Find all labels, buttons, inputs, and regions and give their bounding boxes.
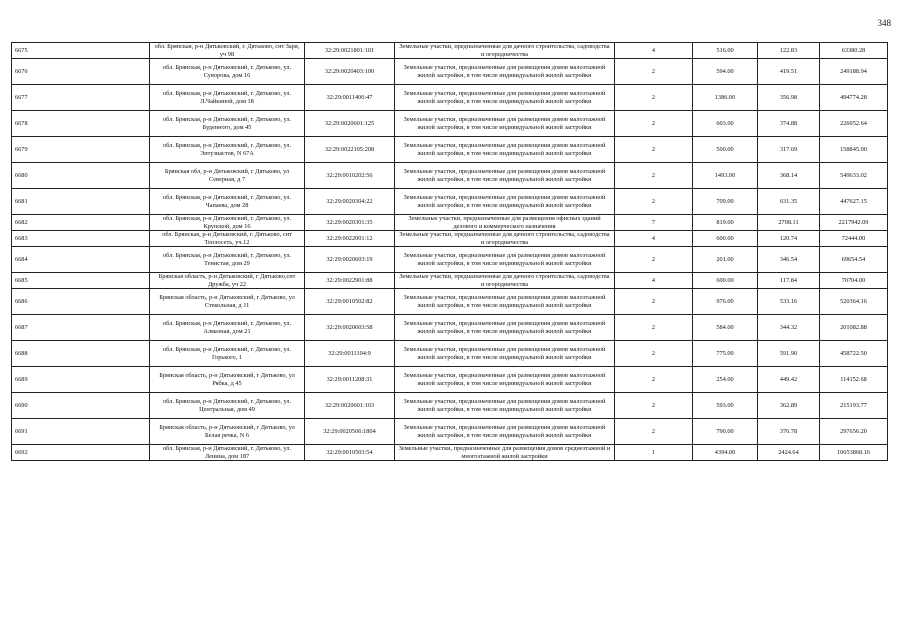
land-use-cell: Земельные участки, предназначенные для размещения домов малоэтажной жилой застройки, в том числе индивидуальной жилой застройки [395, 289, 615, 315]
specific-value-cell: 120.74 [758, 231, 820, 247]
cadastral-number-cell: 32:29:0020304:22 [305, 189, 395, 215]
land-use-cell: Земельные участки, предназначенные для дачного строительства, садоводства и огородничества [395, 231, 615, 247]
group-cell: 2 [615, 393, 693, 419]
group-cell: 2 [615, 419, 693, 445]
cadastral-number-cell: 32:29:0022001:12 [305, 231, 395, 247]
cadastral-value-table [11, 42, 888, 461]
cadastral-value-cell: 72444.00 [820, 231, 888, 247]
cadastral-value-cell: 297656.20 [820, 419, 888, 445]
address-cell: Брянская область, р-н Дятьковский, г Дятьково,снт Дружба, уч 22 [150, 273, 305, 289]
address-cell: Брянская область, р-н Дятьковский, г Дятьково, ул Стекольная, д 11 [150, 289, 305, 315]
specific-value-cell: 368.14 [758, 163, 820, 189]
group-cell: 4 [615, 43, 693, 59]
group-cell: 2 [615, 59, 693, 85]
table-row [12, 111, 888, 137]
group-cell: 2 [615, 189, 693, 215]
cadastral-number-cell: 32:29:0010503:54 [305, 445, 395, 461]
table-row [12, 231, 888, 247]
specific-value-cell: 356.98 [758, 85, 820, 111]
land-use-cell: Земельные участки, предназначенные для размещения домов малоэтажной жилой застройки, в том числе индивидуальной жилой застройки [395, 85, 615, 111]
group-cell: 2 [615, 247, 693, 273]
group-cell: 2 [615, 85, 693, 111]
specific-value-cell: 533.16 [758, 289, 820, 315]
specific-value-cell: 2708.11 [758, 215, 820, 231]
cadastral-number-cell: 32:29:0011104:9 [305, 341, 395, 367]
land-use-cell: Земельные участки, предназначенные для размещения домов малоэтажной жилой застройки, в том числе индивидуальной жилой застройки [395, 189, 615, 215]
land-use-cell: Земельные участки, предназначенные для дачного строительства, садоводства и огородничества [395, 43, 615, 59]
specific-value-cell: 317.69 [758, 137, 820, 163]
cadastral-value-cell: 249188.94 [820, 59, 888, 85]
cadastral-number-cell: 32:29:0021801:101 [305, 43, 395, 59]
area-cell: 600.00 [693, 273, 758, 289]
specific-value-cell: 631.35 [758, 189, 820, 215]
address-cell: Брянская область, р-н Дятьковский, г Дятьково, ул Рябка, д 45 [150, 367, 305, 393]
table-row [12, 215, 888, 231]
cadastral-number-cell: 32:29:0011208:31 [305, 367, 395, 393]
row-number-cell: 6688 [12, 341, 150, 367]
address-cell: обл. Брянская, р-н Дятьковский, г. Дятьково, ул. Буденного, дом 45 [150, 111, 305, 137]
address-cell: обл. Брянская, р-н Дятьковский, г. Дятьково, ул. Центральная, дом 49 [150, 393, 305, 419]
cadastral-value-cell: 458722.50 [820, 341, 888, 367]
page-number: 348 [877, 18, 891, 28]
area-cell: 709.00 [693, 189, 758, 215]
cadastral-value-cell: 549633.02 [820, 163, 888, 189]
address-cell: обл. Брянская, р-н Дятьковский, г. Дятьково, снт Теплосеть, уч.12 [150, 231, 305, 247]
area-cell: 1386.00 [693, 85, 758, 111]
cadastral-value-cell: 215193.77 [820, 393, 888, 419]
address-cell: обл. Брянская, р-н Дятьковский, г. Дятьково, ул. Алмазная, дом 21 [150, 315, 305, 341]
address-cell: обл. Брянская, р-н Дятьковский, г. Дятьково, ул. Л.Чайкиной, дом 18 [150, 85, 305, 111]
area-cell: 593.00 [693, 393, 758, 419]
group-cell: 2 [615, 341, 693, 367]
specific-value-cell: 362.89 [758, 393, 820, 419]
specific-value-cell: 376.78 [758, 419, 820, 445]
address-cell: обл. Брянская, р-н Дятьковский, г. Дятьково, ул. Ленина, дом 187 [150, 445, 305, 461]
cadastral-value-cell: 158845.00 [820, 137, 888, 163]
address-cell: Брянская область, р-н Дятьковский, г Дятьково, ул Белая речка, N 6 [150, 419, 305, 445]
land-use-cell: Земельные участки, предназначенные для размещения домов малоэтажной жилой застройки, в том числе индивидуальной жилой застройки [395, 137, 615, 163]
area-cell: 201.00 [693, 247, 758, 273]
table-row [12, 419, 888, 445]
area-cell: 500.00 [693, 137, 758, 163]
cadastral-number-cell: 32:29:0020603:58 [305, 315, 395, 341]
row-number-cell: 6679 [12, 137, 150, 163]
specific-value-cell: 117.84 [758, 273, 820, 289]
row-number-cell: 6680 [12, 163, 150, 189]
area-cell: 775.00 [693, 341, 758, 367]
cadastral-value-cell: 114152.68 [820, 367, 888, 393]
land-use-cell: Земельные участки, предназначенные для дачного строительства, садоводства и огородничества [395, 273, 615, 289]
cadastral-number-cell: 32:29:0010202:56 [305, 163, 395, 189]
cadastral-value-cell: 494774.28 [820, 85, 888, 111]
table-row [12, 85, 888, 111]
row-number-cell: 6681 [12, 189, 150, 215]
row-number-cell: 6677 [12, 85, 150, 111]
table-row [12, 367, 888, 393]
row-number-cell: 6686 [12, 289, 150, 315]
address-cell: обл. Брянская, р-н Дятьковский, г. Дятьково, ул. Чапаева, дом 28 [150, 189, 305, 215]
land-use-cell: Земельные участки, предназначенные для размещения офисных зданий делового и коммерческого назначения [395, 215, 615, 231]
row-number-cell: 6675 [12, 43, 150, 59]
table-row [12, 289, 888, 315]
area-cell: 603.00 [693, 111, 758, 137]
table-body [12, 43, 888, 461]
row-number-cell: 6684 [12, 247, 150, 273]
cadastral-value-cell: 2217942.09 [820, 215, 888, 231]
table-row [12, 247, 888, 273]
specific-value-cell: 122.83 [758, 43, 820, 59]
area-cell: 584.00 [693, 315, 758, 341]
address-cell: обл. Брянская, р-н Дятьковский, г. Дятьково, ул. Энтузиастов, N 67А [150, 137, 305, 163]
area-cell: 4394.00 [693, 445, 758, 461]
group-cell: 2 [615, 315, 693, 341]
group-cell: 2 [615, 367, 693, 393]
address-cell: обл. Брянская, р-н Дятьковский, г. Дятьково, ул. Суворова, дом 16 [150, 59, 305, 85]
table-row [12, 137, 888, 163]
cadastral-value-cell: 201082.88 [820, 315, 888, 341]
area-cell: 976.00 [693, 289, 758, 315]
row-number-cell: 6685 [12, 273, 150, 289]
row-number-cell: 6682 [12, 215, 150, 231]
land-use-cell: Земельные участки, предназначенные для размещения домов малоэтажной жилой застройки, в том числе индивидуальной жилой застройки [395, 315, 615, 341]
row-number-cell: 6691 [12, 419, 150, 445]
land-use-cell: Земельные участки, предназначенные для размещения домов малоэтажной жилой застройки, в том числе индивидуальной жилой застройки [395, 393, 615, 419]
cadastral-number-cell: 32:29:0020601:125 [305, 111, 395, 137]
table-row [12, 315, 888, 341]
row-number-cell: 6687 [12, 315, 150, 341]
specific-value-cell: 2424.64 [758, 445, 820, 461]
cadastral-value-cell: 226052.64 [820, 111, 888, 137]
cadastral-number-cell: 32:29:0020601:103 [305, 393, 395, 419]
area-cell: 254.00 [693, 367, 758, 393]
row-number-cell: 6678 [12, 111, 150, 137]
group-cell: 2 [615, 289, 693, 315]
area-cell: 819.00 [693, 215, 758, 231]
group-cell: 2 [615, 137, 693, 163]
address-cell: обл. Брянская, р-н Дятьковский, г. Дятьково, ул. Крупской, дом 16 [150, 215, 305, 231]
land-use-cell: Земельные участки, предназначенные для размещения домов малоэтажной жилой застройки, в том числе индивидуальной жилой застройки [395, 59, 615, 85]
address-cell: обл. Брянская, р-н Дятьковский, г. Дятьково, снт Заря, уч 98 [150, 43, 305, 59]
group-cell: 1 [615, 445, 693, 461]
group-cell: 4 [615, 273, 693, 289]
cadastral-value-cell: 63380.28 [820, 43, 888, 59]
specific-value-cell: 449.42 [758, 367, 820, 393]
cadastral-number-cell: 32:29:0020301:35 [305, 215, 395, 231]
group-cell: 2 [615, 163, 693, 189]
specific-value-cell: 419.51 [758, 59, 820, 85]
cadastral-value-cell: 447627.15 [820, 189, 888, 215]
land-use-cell: Земельные участки, предназначенные для размещения домов малоэтажной жилой застройки, в том числе индивидуальной жилой застройки [395, 367, 615, 393]
table-row [12, 43, 888, 59]
specific-value-cell: 374.88 [758, 111, 820, 137]
area-cell: 594.00 [693, 59, 758, 85]
row-number-cell: 6683 [12, 231, 150, 247]
row-number-cell: 6676 [12, 59, 150, 85]
land-use-cell: Земельные участки, предназначенные для размещения домов малоэтажной жилой застройки, в том числе индивидуальной жилой застройки [395, 419, 615, 445]
cadastral-value-cell: 10653868.16 [820, 445, 888, 461]
group-cell: 4 [615, 231, 693, 247]
table-row [12, 59, 888, 85]
group-cell: 2 [615, 111, 693, 137]
address-cell: Брянская обл, р-н Дятьковский, г Дятьково, ул Северная, д 7 [150, 163, 305, 189]
cadastral-number-cell: 32:29:0022901:88 [305, 273, 395, 289]
land-use-cell: Земельные участки, предназначенные для размещения домов малоэтажной жилой застройки, в том числе индивидуальной жилой застройки [395, 247, 615, 273]
land-use-cell: Земельные участки, предназначенные для размещения домов малоэтажной жилой застройки, в том числе индивидуальной жилой застройки [395, 341, 615, 367]
specific-value-cell: 344.32 [758, 315, 820, 341]
specific-value-cell: 591.90 [758, 341, 820, 367]
row-number-cell: 6689 [12, 367, 150, 393]
group-cell: 7 [615, 215, 693, 231]
area-cell: 1493.00 [693, 163, 758, 189]
cadastral-number-cell: 32:29:0011406:47 [305, 85, 395, 111]
row-number-cell: 6690 [12, 393, 150, 419]
cadastral-number-cell: 32:29:0010502:82 [305, 289, 395, 315]
table-row [12, 393, 888, 419]
specific-value-cell: 346.54 [758, 247, 820, 273]
row-number-cell: 6692 [12, 445, 150, 461]
table-row [12, 445, 888, 461]
cadastral-value-cell: 520364.16 [820, 289, 888, 315]
table-row [12, 341, 888, 367]
cadastral-number-cell: 32:29:0020506:1804 [305, 419, 395, 445]
table-row [12, 273, 888, 289]
table-row [12, 189, 888, 215]
land-use-cell: Земельные участки, предназначенные для размещения домов малоэтажной жилой застройки, в том числе индивидуальной жилой застройки [395, 163, 615, 189]
address-cell: обл. Брянская, р-н Дятьковский, г. Дятьково, ул. Тенистая, дом 29 [150, 247, 305, 273]
area-cell: 790.00 [693, 419, 758, 445]
area-cell: 516.00 [693, 43, 758, 59]
cadastral-number-cell: 32:29:0022105:208 [305, 137, 395, 163]
cadastral-number-cell: 32:29:0020403:100 [305, 59, 395, 85]
cadastral-value-cell: 69654.54 [820, 247, 888, 273]
land-use-cell: Земельные участки, предназначенные для размещения домов среднеэтажной и многоэтажной жилой застройки [395, 445, 615, 461]
cadastral-number-cell: 32:29:0020603:19 [305, 247, 395, 273]
cadastral-value-cell: 70704.00 [820, 273, 888, 289]
land-use-cell: Земельные участки, предназначенные для размещения домов малоэтажной жилой застройки, в том числе индивидуальной жилой застройки [395, 111, 615, 137]
area-cell: 600.00 [693, 231, 758, 247]
address-cell: обл. Брянская, р-н Дятьковский, г. Дятьково, ул. Горького, 1 [150, 341, 305, 367]
table-row [12, 163, 888, 189]
